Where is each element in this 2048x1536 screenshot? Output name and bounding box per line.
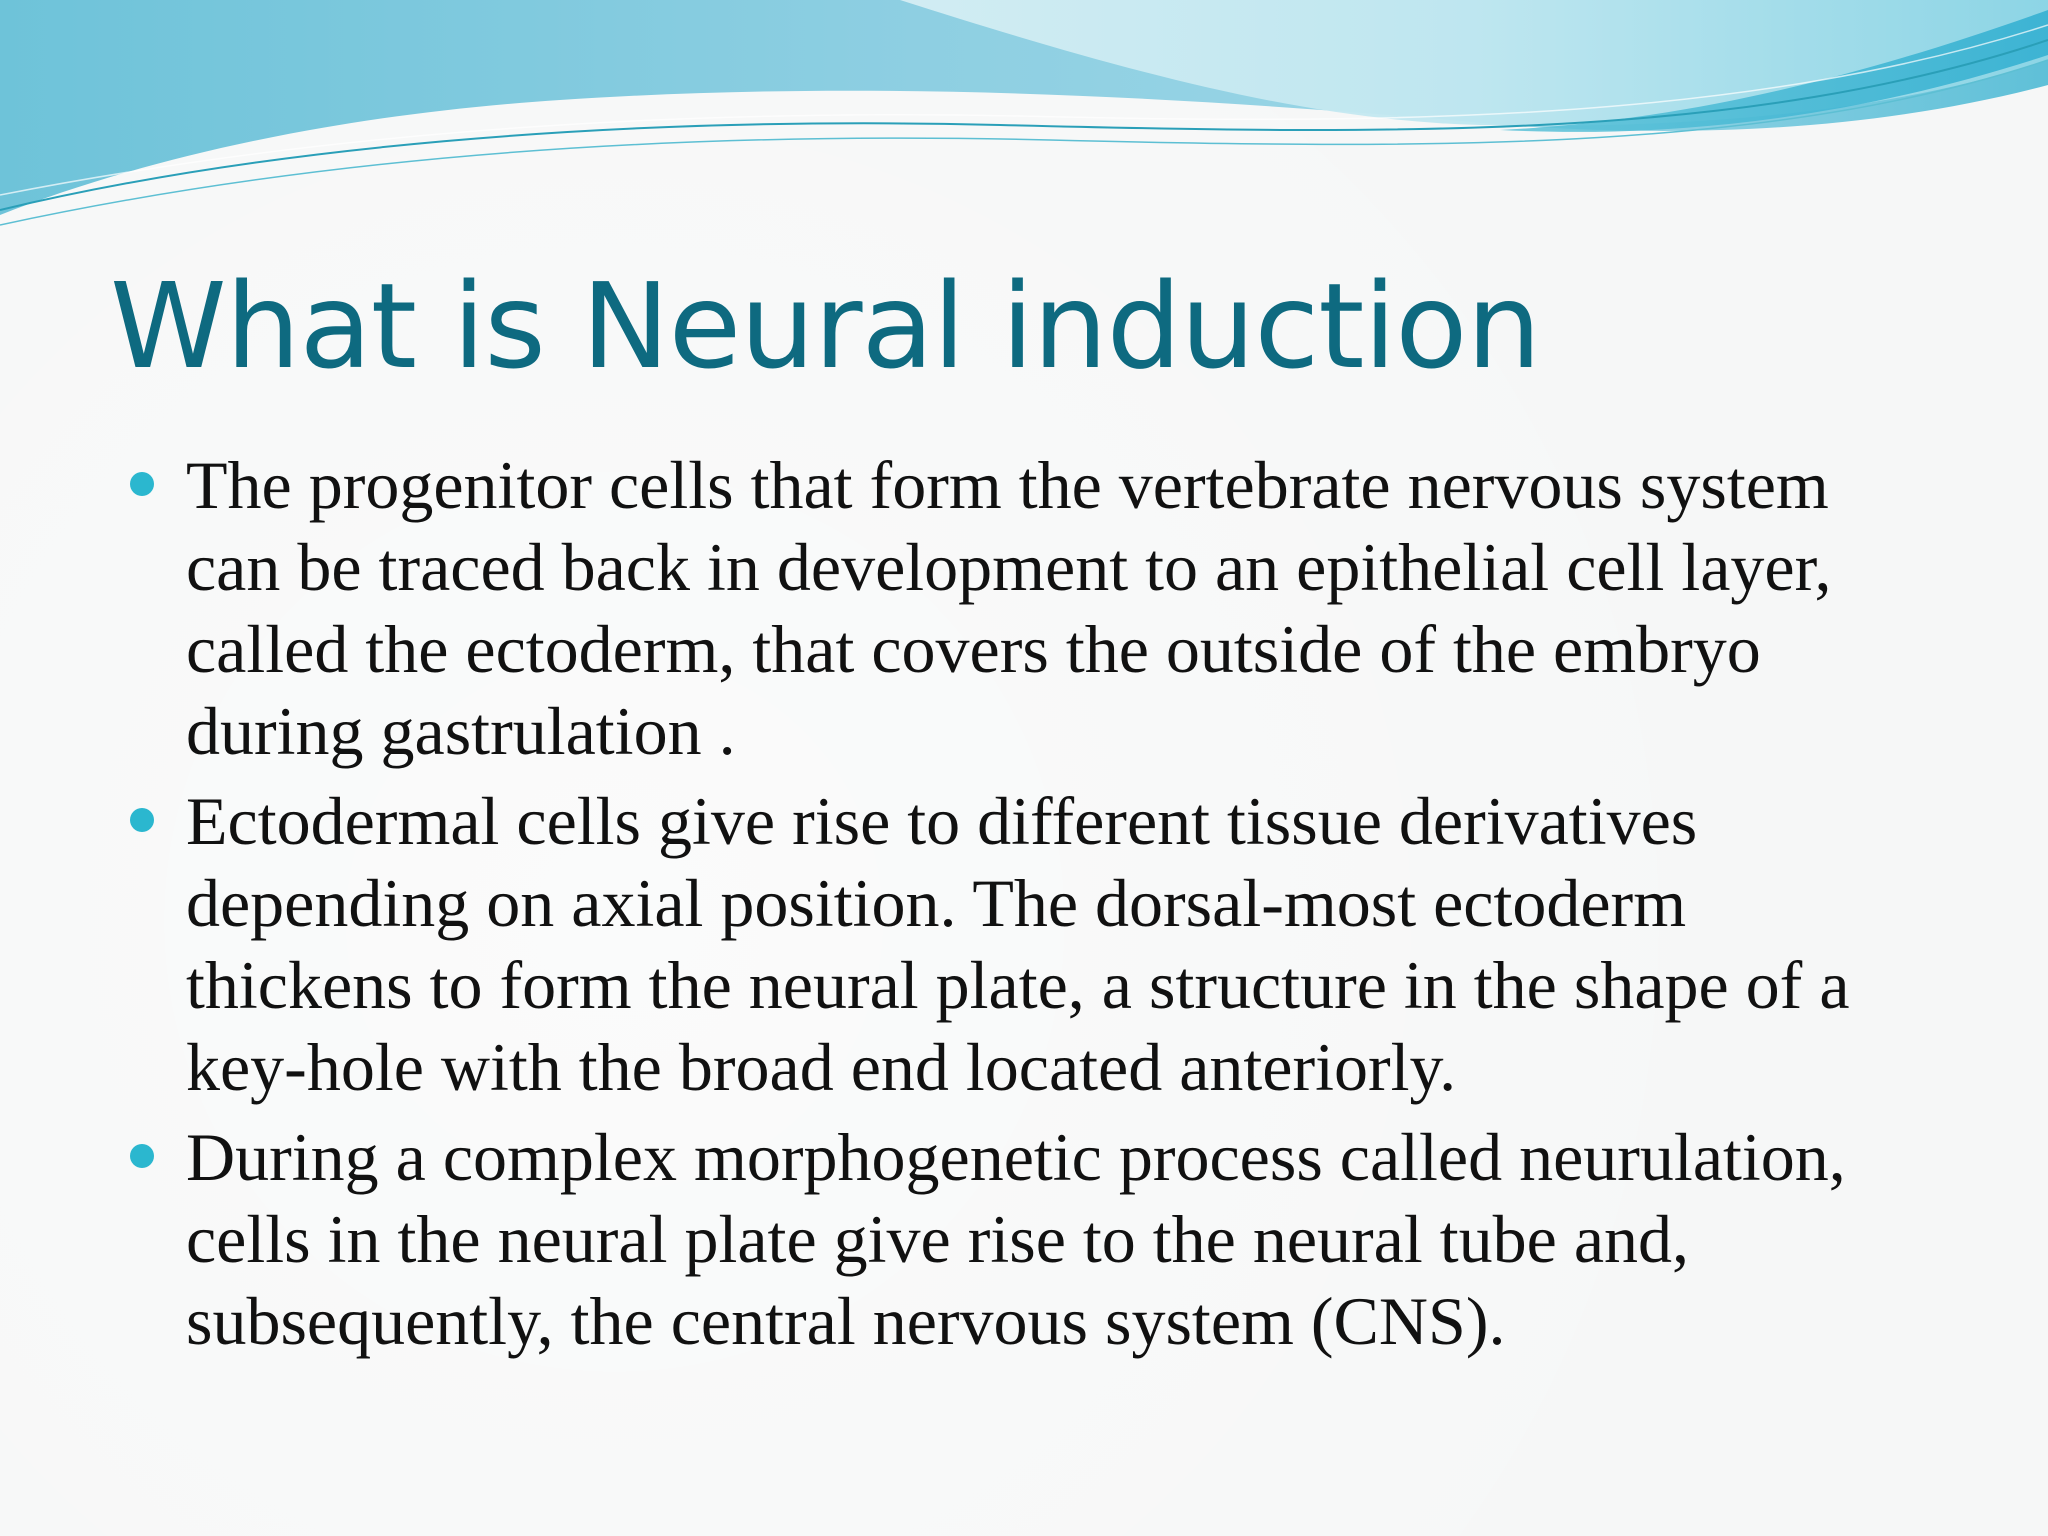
- bullet-dot-icon: [130, 472, 154, 496]
- bullet-dot-icon: [130, 1144, 154, 1168]
- bullet-item-3: [130, 1116, 1910, 1362]
- bullet-dot-icon: [130, 808, 154, 832]
- bullet-list: [130, 444, 1910, 1370]
- bullet-item-1: [130, 444, 1910, 772]
- bullet-text-1: The progenitor cells that form the vertebrate nervous system can be traced back in development to an epithelial cell layer, called the ectoderm, that covers the outside of the embryo during gastrulation .: [186, 447, 1832, 769]
- bullet-text-2: Ectodermal cells give rise to different tissue derivatives depending on axial position. The dorsal-most ectoderm thickens to form the neural plate, a structure in the shape of a key-hole with the broad end located anteriorly.: [186, 783, 1850, 1105]
- bullet-item-2: [130, 780, 1910, 1108]
- bullet-text-3: During a complex morphogenetic process called neurulation, cells in the neural plate give rise to the neural tube and, subsequently, the central nervous system (CNS).: [186, 1119, 1846, 1359]
- slide-title: What is Neural induction: [110, 257, 1541, 395]
- decorative-wave-header: [0, 0, 2048, 260]
